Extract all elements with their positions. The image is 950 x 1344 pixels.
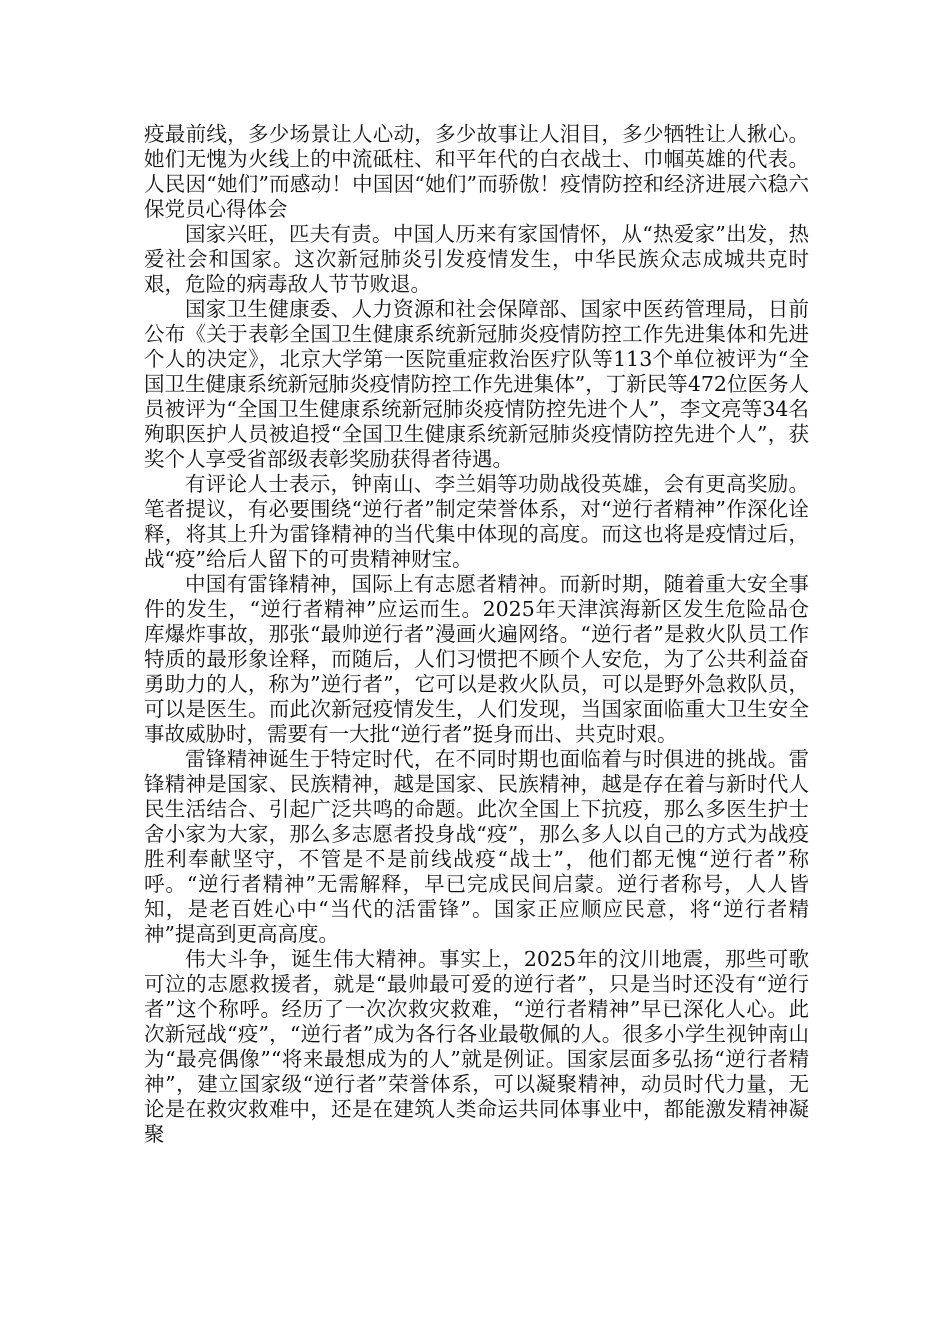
paragraph-7: 伟大斗争，诞生伟大精神。事实上，2025年的汶川地震，那些可歌可泣的志愿救援者，就是“最帅最可爱的逆行者”，只是当时还没有“逆行者”这个称呼。经历了一次次救灾救难，“逆行者精神”早已深化人心。此次新冠战“疫”，“逆行者”成为各行各业最敬佩的人。很多小学生视钟南山为“最亮偶像”“将来最想成为的人”就是例证。国家层面多弘扬“逆行者精神”，建立国家级“逆行者”荣誉体系，可以凝聚精神，动员时代力量，无论是在救灾救难中，还是在建筑人类命运共同体事业中，都能激发精神凝聚 (144, 947, 809, 1146)
paragraph-6: 雷锋精神诞生于特定时代，在不同时期也面临着与时俱进的挑战。雷锋精神是国家、民族精神，越是国家、民族精神，越是存在着与新时代人民生活结合、引起广泛共鸣的命题。此次全国上下抗疫，那么多医生护士舍小家为大家，那么多志愿者投身战“疫”，那么多人以自己的方式为战疫胜利奉献坚守，不管是不是前线战疫“战士”，他们都无愧“逆行者”称呼。“逆行者精神”无需解释，早已完成民间启蒙。逆行者称号，人人皆知，是老百姓心中“当代的活雷锋”。国家正应顺应民意，将“逆行者精神”提高到更高高度。 (144, 747, 809, 946)
document-body (144, 122, 809, 1147)
paragraph-2: 国家兴旺，匹夫有责。中国人历来有家国情怀，从“热爱家”出发，热爱社会和国家。这次新冠肺炎引发疫情发生，中华民族众志成城共克时艰，危险的病毒敌人节节败退。 (144, 222, 809, 296)
paragraph-3: 国家卫生健康委、人力资源和社会保障部、国家中医药管理局，日前公布《关于表彰全国卫生健康系统新冠肺炎疫情防控工作先进集体和先进个人的决定》，北京大学第一医院重症救治医疗队等113个单位被评为“全国卫生健康系统新冠肺炎疫情防控工作先进集体”，丁新民等472位医务人员被评为“全国卫生健康系统新冠肺炎疫情防控先进个人”，李文亮等34名殉职医护人员被追授“全国卫生健康系统新冠肺炎疫情防控先进个人”，获奖个人享受省部级表彰奖励获得者待遇。 (144, 297, 809, 471)
paragraph-1: 疫最前线，多少场景让人心动，多少故事让人泪目，多少牺牲让人揪心。她们无愧为火线上的中流砥柱、和平年代的白衣战士、巾帼英雄的代表。人民因“她们”而感动！中国因“她们”而骄傲！疫情防控和经济进展六稳六保党员心得体会 (144, 122, 809, 221)
paragraph-4: 有评论人士表示，钟南山、李兰娟等功勋战役英雄，会有更高奖励。笔者提议，有必要围绕“逆行者”制定荣誉体系，对“逆行者精神”作深化诠释，将其上升为雷锋精神的当代集中体现的高度。而这也将是疫情过后，战“疫”给后人留下的可贵精神财宝。 (144, 472, 809, 571)
paragraph-5: 中国有雷锋精神，国际上有志愿者精神。而新时期，随着重大安全事件的发生，“逆行者精神”应运而生。2025年天津滨海新区发生危险品仓库爆炸事故，那张“最帅逆行者”漫画火遍网络。“逆行者”是救火队员工作特质的最形象诠释，而随后，人们习惯把不顾个人安危，为了公共利益奋勇助力的人，称为”逆行者”，它可以是救火队员，可以是野外急救队员，可以是医生。而此次新冠疫情发生，人们发现，当国家面临重大卫生安全事故威胁时，需要有一大批“逆行者”挺身而出、共克时艰。 (144, 572, 809, 746)
